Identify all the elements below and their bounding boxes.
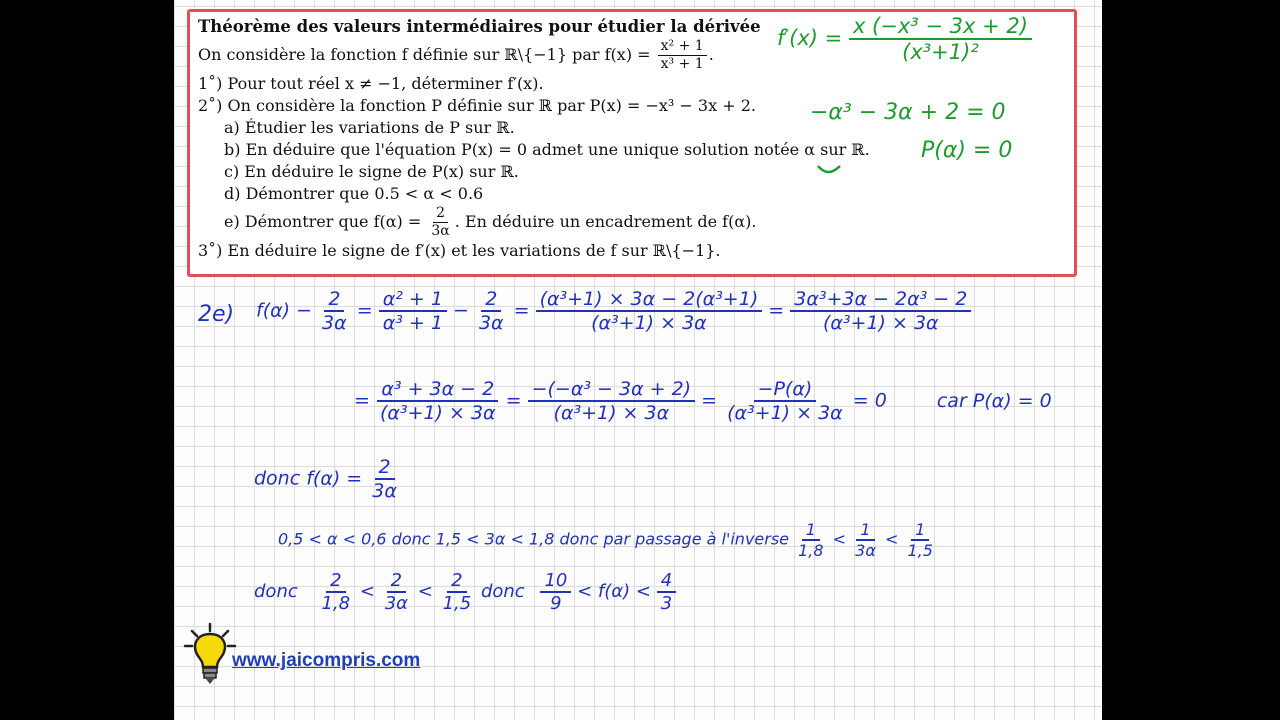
q2e-text: e) Démontrer que f(α) =: [224, 212, 422, 231]
l1-frac-2-den: α³ + 1: [382, 312, 443, 334]
l1-frac-1-den: 3α: [322, 312, 347, 334]
l5-frac-5-den: 3: [660, 593, 673, 614]
l5-frac-4-den: 9: [550, 593, 562, 614]
l2-frac-3-num: −P(α): [754, 378, 817, 402]
l4-frac-3-den: 1,5: [907, 541, 933, 560]
l5-frac-1: [317, 570, 354, 614]
l4-lt-1: <: [832, 529, 847, 549]
q2e-text-end: . En déduire un encadrement de f(α).: [454, 212, 757, 231]
l1-frac-5-num: 3α³+3α − 2α³ − 2: [790, 288, 971, 312]
l4-text: 0,5 < α < 0,6 donc 1,5 < 3α < 1,8 donc par passage à l'inverse: [278, 529, 790, 549]
question-2b: b) En déduire que l'équation P(x) = 0 admet une unique solution notée α sur ℝ.: [224, 140, 870, 159]
l5-frac-3-den: 1,5: [442, 593, 472, 614]
solution-line-3: [254, 456, 401, 502]
green-derivative-note: [777, 14, 1032, 64]
l4-frac-2: [851, 520, 880, 560]
green-p-alpha-note: P(α) = 0: [921, 138, 1013, 163]
question-2e: [198, 205, 1066, 240]
l4-frac-1: [794, 520, 827, 560]
l4-lt-2: <: [884, 529, 899, 549]
q2e-denominator: 3α: [431, 223, 450, 239]
l1-frac-3: [475, 288, 508, 334]
l1-frac-1-num: 2: [324, 288, 344, 312]
question-2: 2˚) On considère la fonction P définie sur ℝ par P(x) = −x³ − 3x + 2.: [198, 96, 756, 115]
question-1: 1˚) Pour tout réel x ≠ −1, déterminer f′(x).: [198, 74, 544, 93]
l5-lt-3: <: [577, 581, 593, 602]
l1-frac-4-den: (α³+1) × 3α: [591, 312, 707, 334]
l1-frac-4-num: (α³+1) × 3α − 2(α³+1): [536, 288, 763, 312]
l5-frac-2: [381, 570, 412, 614]
l1-frac-4: [536, 288, 763, 334]
l5-frac-2-num: 2: [387, 570, 406, 593]
l2-eq-3: =: [701, 389, 718, 412]
q2e-numerator: 2: [433, 205, 448, 223]
l5-frac-5: [657, 570, 676, 614]
l1-eq-3: =: [768, 299, 785, 322]
l5-frac-5-num: 4: [657, 570, 676, 593]
question-2a: a) Étudier les variations de P sur ℝ.: [224, 118, 515, 137]
l2-eq-1: =: [354, 389, 370, 412]
l1-frac-5: [790, 288, 971, 334]
intro-denominator: x³ + 1: [660, 56, 704, 72]
intro-text: On considère la fonction f définie sur ℝ\{−1} par f(x) =: [198, 45, 651, 64]
l4-frac-3: [903, 520, 936, 560]
l5-frac-1-num: 2: [326, 570, 345, 593]
solution-line-2: [354, 378, 1052, 424]
intro-fraction: [658, 38, 707, 73]
l1-lhs: f(α) −: [256, 299, 312, 322]
l3-donc: donc f(α) =: [254, 467, 363, 490]
intro-end: .: [708, 45, 714, 64]
grid-board: [174, 0, 1102, 720]
deriv-fraction: [849, 14, 1032, 64]
l2-frac-1: [376, 378, 500, 424]
l3-frac: [368, 456, 401, 502]
l2-frac-2-den: (α³+1) × 3α: [553, 402, 670, 424]
solution-label: 2e): [198, 302, 235, 327]
l2-frac-2: [528, 378, 696, 424]
l1-frac-2: [379, 288, 447, 334]
l2-zero: = 0: [852, 389, 887, 412]
l4-frac-2-num: 1: [856, 520, 874, 541]
l2-frac-3-den: (α³+1) × 3α: [727, 402, 843, 424]
l1-frac-3-num: 2: [481, 288, 501, 312]
l5-frac-3: [439, 570, 476, 614]
l2-eq-2: =: [505, 389, 522, 412]
l5-lt-1: <: [359, 581, 375, 602]
l5-frac-4-num: 10: [540, 570, 571, 593]
l1-minus: −: [452, 299, 469, 322]
l2-frac-3: [723, 378, 847, 424]
l2-frac-1-num: α³ + 3α − 2: [377, 378, 498, 402]
exercise-title: Théorème des valeurs intermédiaires pour étudier la dérivée: [198, 17, 761, 36]
solution-line-4: [278, 520, 937, 560]
l1-frac-3-den: 3α: [478, 312, 504, 334]
l5-donc-1: donc: [254, 581, 298, 602]
l5-frac-4: [540, 570, 571, 614]
solution-line-1: [256, 288, 971, 334]
l1-eq-1: =: [356, 299, 373, 322]
green-equation-note: −α³ − 3α + 2 = 0: [810, 100, 1006, 125]
alpha-underline-mark: [814, 160, 844, 180]
l2-car: car P(α) = 0: [936, 389, 1052, 412]
l5-frac-1-den: 1,8: [321, 593, 351, 614]
l5-frac-2-den: 3α: [384, 593, 409, 614]
intro-numerator: x² + 1: [658, 38, 707, 56]
l1-eq-2: =: [513, 299, 530, 322]
l5-donc-2: donc: [480, 581, 525, 602]
deriv-denominator: (x³+1)²: [902, 40, 979, 64]
l4-frac-1-num: 1: [802, 520, 820, 541]
l1-frac-2-num: α² + 1: [379, 288, 447, 312]
l5-lt-2: <: [417, 581, 433, 602]
deriv-lhs: f′(x) =: [777, 26, 843, 50]
l2-frac-2-num: −(−α³ − 3α + 2): [528, 378, 696, 402]
solution-line-5: [254, 570, 676, 614]
l5-frac-3-num: 2: [447, 570, 466, 593]
question-3: 3˚) En déduire le signe de f′(x) et les variations de f sur ℝ\{−1}.: [198, 241, 721, 260]
q2e-fraction: [428, 205, 452, 240]
website-link[interactable]: www.jaicompris.com: [232, 650, 421, 671]
l4-frac-3-num: 1: [911, 520, 929, 541]
question-2d: d) Démontrer que 0.5 < α < 0.6: [224, 184, 484, 203]
l2-frac-1-den: (α³+1) × 3α: [379, 402, 496, 424]
l1-frac-1: [318, 288, 351, 334]
l4-frac-1-den: 1,8: [798, 541, 824, 560]
l4-frac-2-den: 3α: [855, 541, 876, 560]
l3-frac-num: 2: [375, 456, 395, 480]
question-2c: c) En déduire le signe de P(x) sur ℝ.: [224, 162, 519, 181]
l5-lt-4: <: [635, 581, 651, 602]
l3-frac-den: 3α: [372, 480, 397, 502]
l5-f-alpha: f(α): [597, 581, 631, 602]
l1-frac-5-den: (α³+1) × 3α: [822, 312, 939, 334]
deriv-numerator: x (−x³ − 3x + 2): [849, 14, 1032, 40]
